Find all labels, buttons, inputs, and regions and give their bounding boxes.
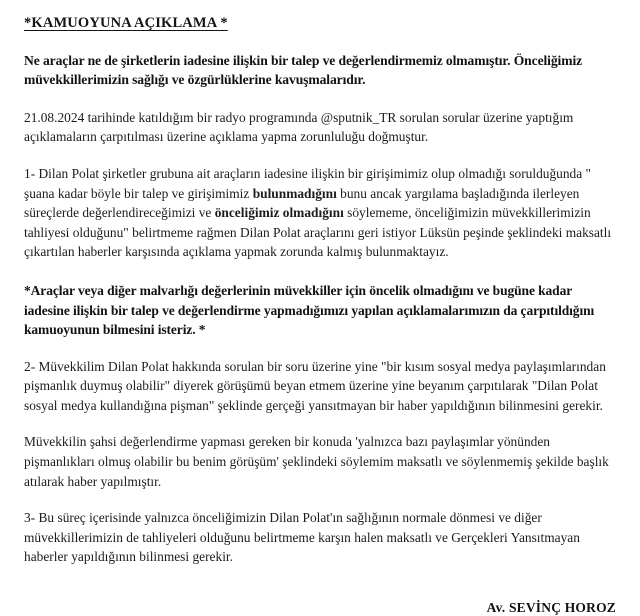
lead-paragraph: Ne araçlar ne de şirketlerin iadesine ilişkin bir talep ve değerlendirmemiz olmamıştır. Önceliğimiz müvekkillerimizin sağlığı ve özgürlüklerine kavuşmalarıdır. xyxy=(24,52,583,88)
spacer-after-lead xyxy=(24,90,616,108)
emphasis-block-paragraph: *Araçlar veya diğer malvarlığı değerlerinin müvekkiller için öncelik olmadığını ve bugüne kadar iadesine ilişkin bir talep ve değerlendirme yapmadığımızı yapılan açıklamalarımızın da çarpıtıldığını kamuoyunun bilmesini isteriz. * xyxy=(24,282,595,338)
item-2-paragraph: 2- Müvekkilim Dilan Polat hakkında sorulan bir soru üzerine yine "bir kısım sosyal medya paylaşımlarından pişmanlık duymuş olabilir" diyerek görüşümü beyan etmem üzerine yine beyanım çarpıtılarak "Dilan Polat sosyal medya kullandığına pişman" şeklinde gerçeği yansıtmayan bir haber yapıldığının bilinmesini gerekir. xyxy=(24,358,606,413)
item-2-note-paragraph: Müvekkilin şahsi değerlendirme yapması gereken bir konuda 'yalnızca bazı paylaşımlar yönünden pişmanlıkları olmuş olabilir bu benim görüşüm' şeklindeki söylemim maksatlı ve söylenmemiş şekilde başlık atılarak haber yapılmıştır. xyxy=(24,434,609,489)
item-1-text-part-2: bunu ancak yargılama başladığında ilerleyen süreçlerde değerlendireceğimizi ve xyxy=(24,185,580,221)
item-1-emphasis-bulunmadigini: bulunmadığını xyxy=(252,185,337,201)
page-title-wrapper xyxy=(24,10,616,34)
signature-line: Av. SEVİNÇ HOROZ xyxy=(486,600,616,616)
item-3-paragraph: 3- Bu süreç içerisinde yalnızca önceliğimizin Dilan Polat'ın sağlığının normale dönmesi ve diğer müvekkillerimizin de tahliyeleri olduğunu belirtmeme karşın halen maksatlı ve Gerçekleri Yansıtmayan haberler yapıldığının bilinmesi gerekir. xyxy=(24,510,580,565)
spacer-after-intro xyxy=(24,147,616,164)
spacer-before-signature xyxy=(24,567,616,600)
spacer-before-emphasis-block xyxy=(24,262,616,281)
item-1-emphasis-onceligimiz-olmadigini: önceliğimiz olmadığını xyxy=(214,205,344,221)
spacer-after-title xyxy=(24,34,616,51)
spacer-after-emphasis-block xyxy=(24,340,616,357)
spacer-after-item-2 xyxy=(24,415,616,432)
item-1-text-part-1: 1- Dilan Polat şirketler grubuna ait araçların iadesine ilişkin bir girişimimiz olup olmadığı sorulduğunda " şuana kadar böyle bir talep ve girişimimiz xyxy=(24,165,592,201)
item-1-text-part-3: söylememe, önceliğimizin müvekkillerimizin tahliyesi olduğunu" belirtmeme rağmen Dilan Polat araçlarını geri istiyor Lüksün peşinde şeklindeki maksatlı çıkartılan haberler karşısında açıklama yapmak zorunda kalmış bulunmaktayız. xyxy=(24,205,612,260)
page-title: *KAMUOYUNA AÇIKLAMA * xyxy=(24,15,228,31)
item-1-paragraph xyxy=(24,164,616,262)
intro-paragraph: 21.08.2024 tarihinde katıldığım bir radyo programında @sputnik_TR sorulan sorular üzerine yaptığım açıklamaların çarpıtılması üzerine açıklama yapma zorunluluğu doğmuştur. xyxy=(24,109,574,145)
spacer-after-item-2-note xyxy=(24,491,616,508)
